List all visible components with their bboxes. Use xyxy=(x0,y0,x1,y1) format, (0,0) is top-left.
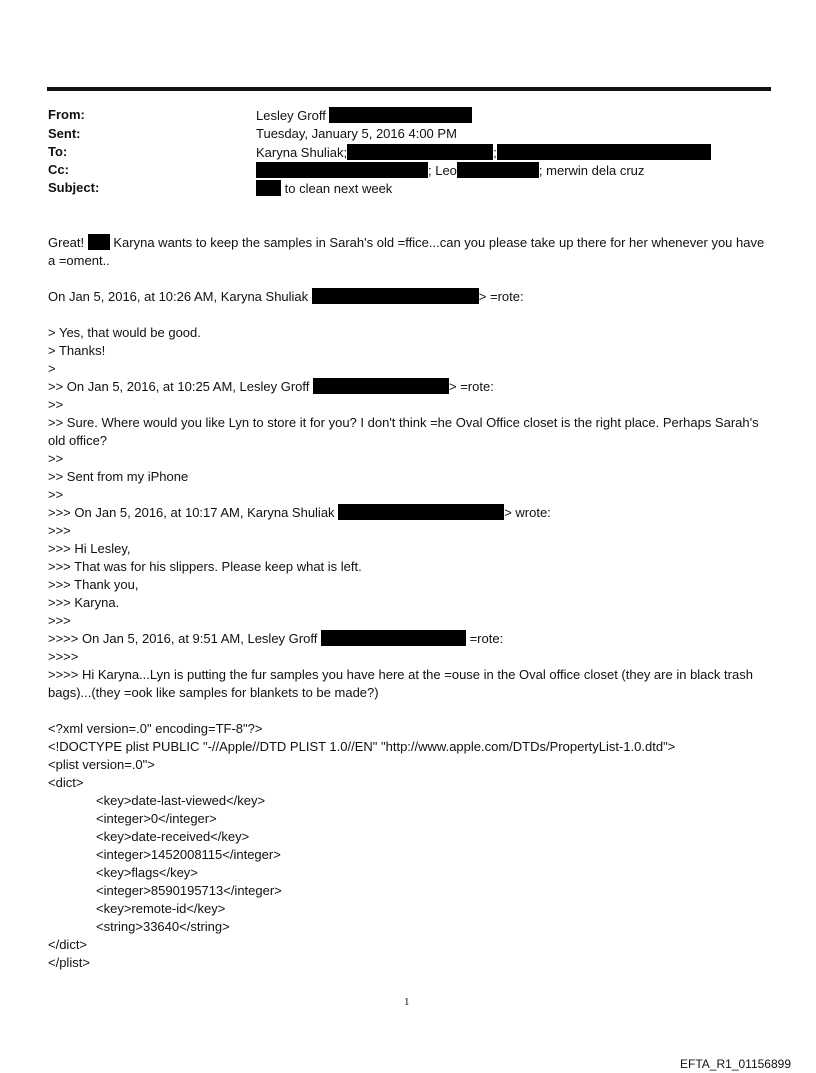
redaction-box xyxy=(338,504,504,520)
redaction-box xyxy=(313,378,449,394)
redaction-box xyxy=(312,288,479,304)
redaction-box xyxy=(329,107,472,123)
body-text: Karyna wants to keep the samples in Sarah's old =ffice...can you please take up there for her whenever you have a =oment.. xyxy=(48,235,765,268)
quote-header xyxy=(48,630,768,648)
document-id: EFTA_R1_01156899 xyxy=(680,1057,791,1071)
quote-header xyxy=(48,288,768,306)
quote-attribution-end: =rote: xyxy=(469,631,504,646)
body-line: >>> Hi Lesley, xyxy=(48,541,131,556)
email-body xyxy=(48,234,768,972)
page-number: 1 xyxy=(404,996,410,1008)
redaction-box xyxy=(256,162,428,178)
xml-line: <key>date-last-viewed</key> xyxy=(96,793,266,808)
redaction-box xyxy=(457,162,539,178)
to-name: Karyna Shuliak; xyxy=(256,145,348,160)
redaction-box xyxy=(321,630,466,646)
header-rule xyxy=(47,87,771,91)
body-line: >>>> xyxy=(48,649,79,664)
cc-value xyxy=(256,162,644,178)
body-line: >>> That was for his slippers. Please keep what is left. xyxy=(48,559,362,574)
body-line: >> Sure. Where would you like Lyn to store it for you? I don't think =he Oval Office closet is the right place. Perhaps Sarah's old office? xyxy=(48,415,759,448)
quote-attribution-end: > =rote: xyxy=(449,379,494,394)
cc-part-2: ; merwin dela cruz xyxy=(538,163,645,178)
body-line: > xyxy=(48,361,56,376)
xml-line: <key>flags</key> xyxy=(96,865,198,880)
to-separator: ; xyxy=(493,145,497,160)
xml-line: <?xml version=.0" encoding=TF-8"?> xyxy=(48,721,263,736)
sent-label: Sent: xyxy=(48,126,81,141)
body-line: >>> Karyna. xyxy=(48,595,120,610)
subject-value xyxy=(256,180,392,196)
quote-header xyxy=(48,378,768,396)
body-line: >> Sent from my iPhone xyxy=(48,469,189,484)
body-text: Great! xyxy=(48,235,85,250)
quote-attribution: On Jan 5, 2016, at 10:26 AM, Karyna Shuliak xyxy=(48,289,309,304)
cc-label: Cc: xyxy=(48,162,69,177)
subject-text: to clean next week xyxy=(284,181,393,196)
to-value xyxy=(256,144,711,160)
quote-attribution: >> On Jan 5, 2016, at 10:25 AM, Lesley Groff xyxy=(48,379,310,394)
from-label: From: xyxy=(48,107,85,122)
body-line: > Yes, that would be good. xyxy=(48,325,201,340)
cc-part-1: ; Leo xyxy=(428,163,457,178)
xml-line: <plist version=.0"> xyxy=(48,757,155,772)
xml-line: <integer>0</integer> xyxy=(96,811,217,826)
xml-line: <key>remote-id</key> xyxy=(96,901,226,916)
redaction-box xyxy=(88,234,110,250)
redaction-box xyxy=(497,144,711,160)
body-line: > Thanks! xyxy=(48,343,106,358)
quote-attribution-end: > =rote: xyxy=(478,289,524,304)
body-line: >>> xyxy=(48,613,71,628)
quote-attribution-end: > wrote: xyxy=(504,505,551,520)
subject-label: Subject: xyxy=(48,180,100,195)
body-paragraph xyxy=(48,234,768,270)
body-line: >>> xyxy=(48,523,71,538)
body-line: >> xyxy=(48,451,64,466)
sent-value: Tuesday, January 5, 2016 4:00 PM xyxy=(256,126,457,141)
xml-line: <key>date-received</key> xyxy=(96,829,250,844)
quote-attribution: >>>> On Jan 5, 2016, at 9:51 AM, Lesley Groff xyxy=(48,631,318,646)
body-line: >>>> Hi Karyna...Lyn is putting the fur samples you have here at the =ouse in the Oval office closet (they are in black trash bags)...(they =ook like samples for blankets to be made?) xyxy=(48,667,753,700)
xml-line: </plist> xyxy=(48,955,90,970)
xml-line: <!DOCTYPE plist PUBLIC "-//Apple//DTD PLIST 1.0//EN" "http://www.apple.com/DTDs/PropertyList-1.0.dtd"> xyxy=(48,739,676,754)
from-name: Lesley Groff xyxy=(256,108,326,123)
body-line: >> xyxy=(48,397,64,412)
to-label: To: xyxy=(48,144,68,159)
redaction-box xyxy=(256,180,281,196)
xml-line: <string>33640</string> xyxy=(96,919,230,934)
body-line: >> xyxy=(48,487,64,502)
quote-header xyxy=(48,504,768,522)
body-line: >>> Thank you, xyxy=(48,577,139,592)
xml-line: <dict> xyxy=(48,775,84,790)
xml-line: <integer>1452008115</integer> xyxy=(96,847,281,862)
quote-attribution: >>> On Jan 5, 2016, at 10:17 AM, Karyna Shuliak xyxy=(48,505,335,520)
redaction-box xyxy=(347,144,493,160)
xml-line: <integer>8590195713</integer> xyxy=(96,883,282,898)
from-value xyxy=(256,107,472,123)
xml-line: </dict> xyxy=(48,937,88,952)
